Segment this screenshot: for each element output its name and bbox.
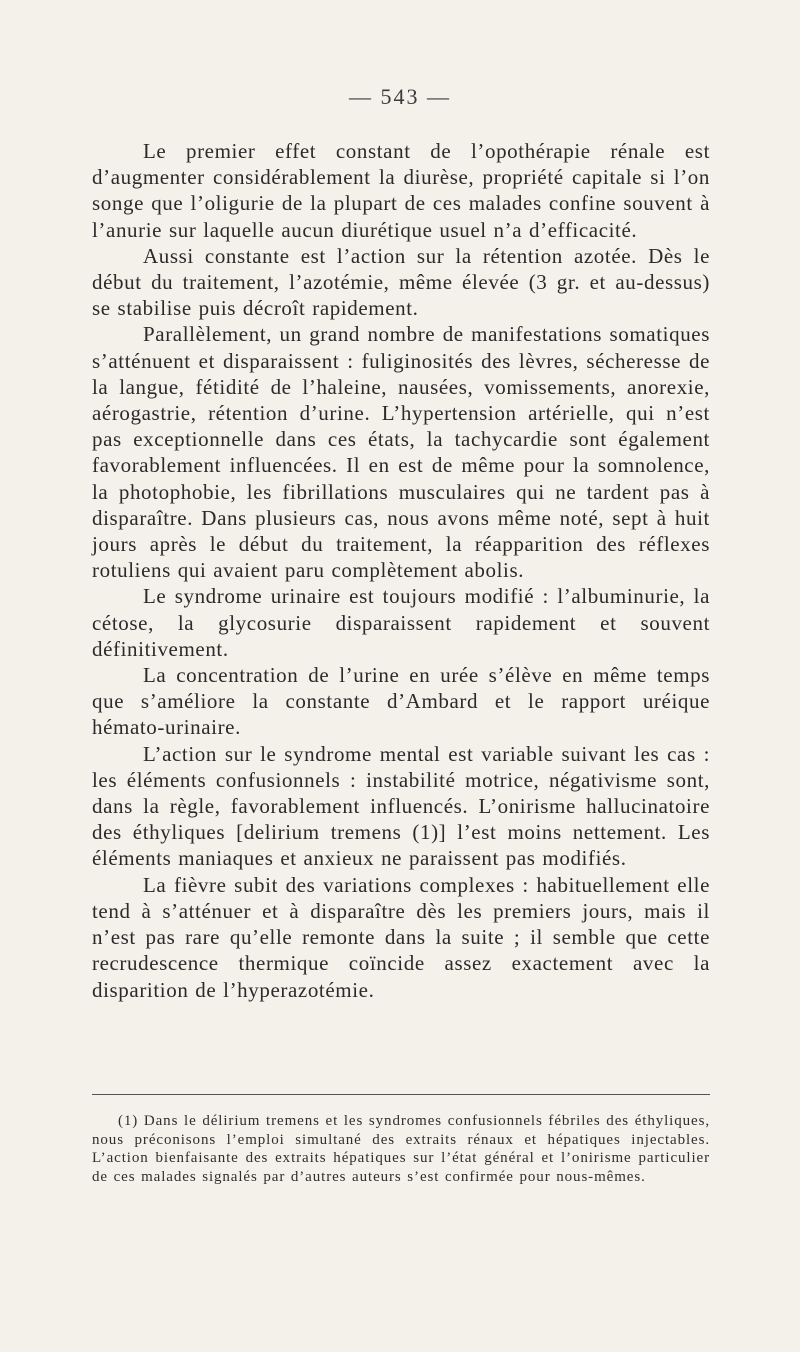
main-text: [92, 138, 710, 1003]
paragraph-fever: La fièvre subit des variations complexes : habituellement elle tend à s’atténuer et à disparaître dès les premiers jours, mais il n’est pas rare qu’elle remonte dans la suite ; il semble que cette recrudescence thermique coïncide assez exactement avec la disparition de l’hyperazotémie.: [92, 872, 710, 1002]
paragraph-urea-concentration: La concentration de l’urine en urée s’élève en même temps que s’améliore la constante d’Ambard et le rapport uréique hémato-urinaire.: [92, 663, 710, 740]
paragraph-urinary-syndrome: Le syndrome urinaire est toujours modifié : l’albuminurie, la cétose, la glycosurie disparaissent rapidement et souvent définitivement.: [92, 584, 710, 661]
paragraph-azotemia: Aussi constante est l’action sur la rétention azotée. Dès le début du traitement, l’azotémie, même élevée (3 gr. et au-dessus) se stabilise puis décroît rapidement.: [92, 243, 710, 321]
paragraph-mental-syndrome: L’action sur le syndrome mental est variable suivant les cas : les éléments confusionnels : instabilité motrice, négativisme sont, dans la règle, favorablement influencés. L’onirisme hallucinatoire des éthyliques [delirium tremens (1)] l’est moins nettement. Les éléments maniaques et anxieux ne paraissent pas modifiés.: [92, 741, 710, 871]
footnote: (1) Dans le délirium tremens et les syndromes confusionnels fébriles des éthyliques, nous préconisons l’emploi simultané des extraits rénaux et hépatiques injectables. L’action bienfaisante des extraits hépatiques sur l’état général et l’onirisme particulier de ces malades signalés par d’autres auteurs s’est confirmée pour nous-mêmes.: [92, 1113, 710, 1185]
paragraph-diuresis: Le premier effet constant de l’opothérapie rénale est d’augmenter considérablement la diurèse, propriété capitale si l’on songe que l’oligurie de la plupart de ces malades confine souvent à l’anurie sur laquelle aucun diurétique usuel n’a d’efficacité.: [92, 139, 710, 242]
footnote-divider: [92, 1094, 710, 1095]
paragraph-somatic-symptoms: Parallèlement, un grand nombre de manifestations somatiques s’atténuent et disparaissent : fuliginosités des lèvres, sécheresse de la langue, fétidité de l’haleine, nausées, vomissements, anorexie, aérogastrie, rétention d’urine. L’hypertension artérielle, qui n’est pas exceptionnelle dans ces états, la tachycardie sont également favorablement influencées. Il en est de même pour la somnolence, la photophobie, les fibrillations musculaires qui ne tardent pas à disparaître. Dans plusieurs cas, nous avons même noté, sept à huit jours après le début du traitement, la réapparition des réflexes rotuliens qui avaient paru complètement abolis.: [92, 322, 710, 583]
page-number: — 543 —: [349, 84, 451, 109]
